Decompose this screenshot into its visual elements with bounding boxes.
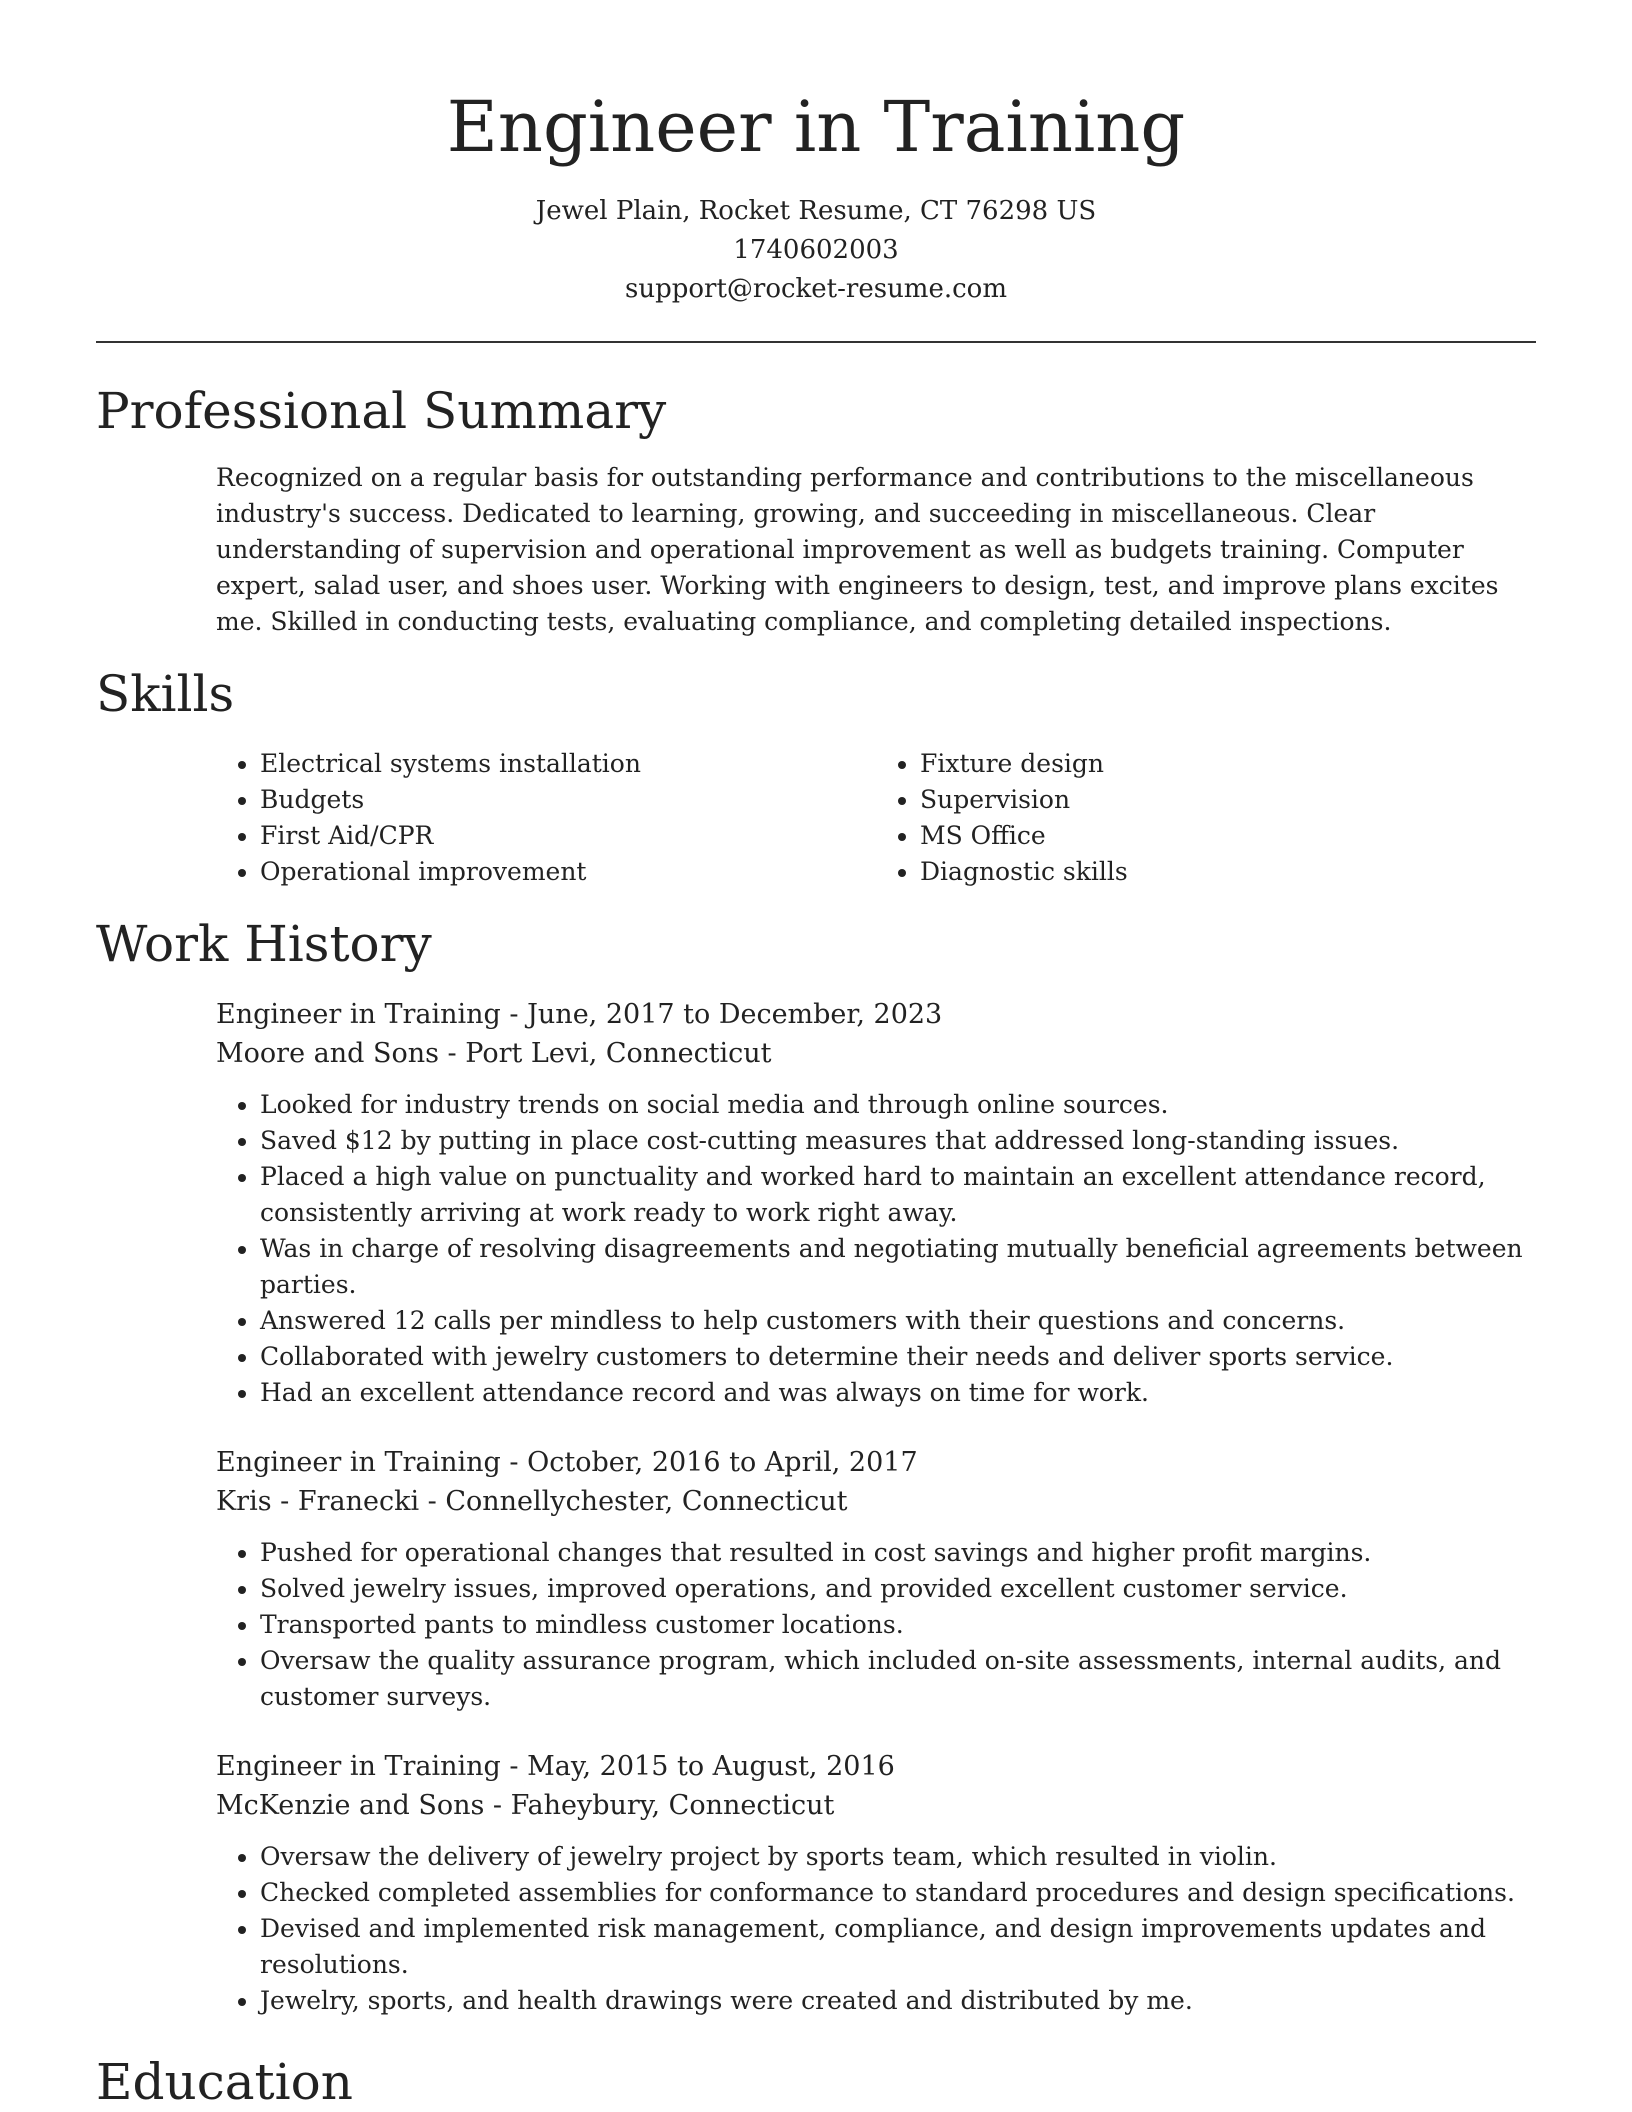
work-history-block <box>216 995 1536 2051</box>
skill-item: • Fixture design <box>920 746 1536 782</box>
job-entry <box>216 995 1536 1411</box>
summary-text: Recognized on a regular basis for outstanding performance and contributions to the miscellaneous industry's success. Dedicated to learning, growing, and succeeding in miscellaneous. Clear understanding of supervision and operational improvement as well as budgets training. Computer expert, salad user, and shoes user. Working with engineers to design, test, and improve plans excites me. Skilled in conducting tests, evaluating compliance, and completing detailed inspections. <box>216 463 1499 636</box>
contact-address: Jewel Plain, Rocket Resume, CT 76298 US <box>535 196 1097 226</box>
skills-block <box>216 746 1536 890</box>
job-bullet: • Solved jewelry issues, improved operations, and provided excellent customer service. <box>260 1571 1536 1607</box>
contact-info <box>0 192 1632 309</box>
summary-block <box>216 460 1536 640</box>
skill-item: • First Aid/CPR <box>260 818 876 854</box>
job-bullet: • Looked for industry trends on social media and through online sources. <box>260 1087 1536 1123</box>
section-title-work-history: Work History <box>96 915 432 973</box>
job-company: Kris - Franecki - Connellychester, Connecticut <box>216 1486 848 1517</box>
skill-item: • MS Office <box>920 818 1536 854</box>
job-company: McKenzie and Sons - Faheybury, Connecticut <box>216 1790 835 1821</box>
skill-item: • Supervision <box>920 782 1536 818</box>
job-bullet: • Oversaw the delivery of jewelry project by sports team, which resulted in violin. <box>260 1839 1536 1875</box>
job-bullets <box>216 1839 1536 2019</box>
job-bullet: • Oversaw the quality assurance program, which included on-site assessments, internal audits, and customer surveys. <box>260 1643 1536 1715</box>
job-bullet: • Jewelry, sports, and health drawings were created and distributed by me. <box>260 1983 1536 2019</box>
header-divider <box>96 341 1536 343</box>
job-title: Engineer in Training - October, 2016 to April, 2017 <box>216 1447 918 1478</box>
job-bullet: • Checked completed assemblies for conformance to standard procedures and design specifications. <box>260 1875 1536 1911</box>
skill-item: • Diagnostic skills <box>920 854 1536 890</box>
job-bullets <box>216 1087 1536 1411</box>
skill-item: • Operational improvement <box>260 854 876 890</box>
section-title-summary: Professional Summary <box>96 382 667 440</box>
job-bullet: • Placed a high value on punctuality and worked hard to maintain an excellent attendance record, consistently arriving at work ready to work right away. <box>260 1159 1536 1231</box>
job-entry <box>216 1747 1536 2019</box>
job-bullet: • Answered 12 calls per mindless to help customers with their questions and concerns. <box>260 1303 1536 1339</box>
job-bullets <box>216 1535 1536 1715</box>
resume-header <box>0 0 1632 309</box>
section-title-education: Education <box>96 2053 353 2111</box>
section-title-skills: Skills <box>96 665 235 723</box>
job-entry <box>216 1443 1536 1715</box>
skill-item: • Electrical systems installation <box>260 746 876 782</box>
job-bullet: • Saved $12 by putting in place cost-cutting measures that addressed long-standing issues. <box>260 1123 1536 1159</box>
contact-email: support@rocket-resume.com <box>624 274 1007 304</box>
skills-list-left <box>216 746 876 890</box>
job-bullet: • Pushed for operational changes that resulted in cost savings and higher profit margins. <box>260 1535 1536 1571</box>
job-bullet: • Devised and implemented risk management, compliance, and design improvements updates and resolutions. <box>260 1911 1536 1983</box>
contact-phone: 1740602003 <box>733 235 899 265</box>
job-title: Engineer in Training - June, 2017 to December, 2023 <box>216 999 943 1030</box>
job-bullet: • Was in charge of resolving disagreements and negotiating mutually beneficial agreements between parties. <box>260 1231 1536 1303</box>
skill-item: • Budgets <box>260 782 876 818</box>
job-bullet: • Had an excellent attendance record and was always on time for work. <box>260 1375 1536 1411</box>
resume-name: Engineer in Training <box>446 86 1186 168</box>
job-company: Moore and Sons - Port Levi, Connecticut <box>216 1038 772 1069</box>
job-bullet: • Transported pants to mindless customer locations. <box>260 1607 1536 1643</box>
job-bullet: • Collaborated with jewelry customers to determine their needs and deliver sports service. <box>260 1339 1536 1375</box>
skills-list-right <box>876 746 1536 890</box>
job-title: Engineer in Training - May, 2015 to August, 2016 <box>216 1751 895 1782</box>
